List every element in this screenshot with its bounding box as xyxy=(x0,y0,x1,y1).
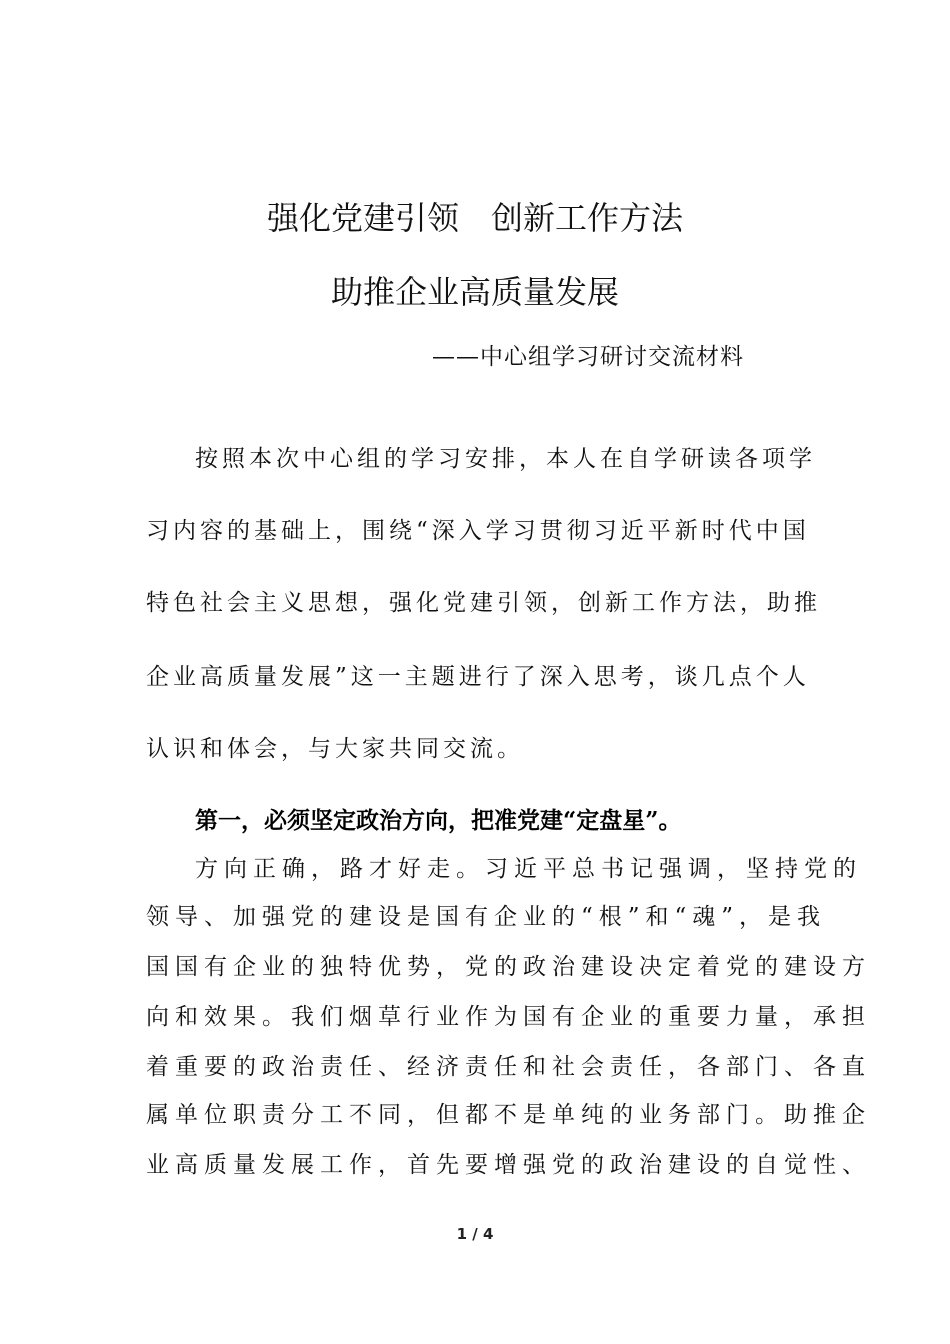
document-title-line-1: 强化党建引领 创新工作方法 xyxy=(266,199,683,237)
section-paragraph-line: 着重要的政治责任、经济责任和社会责任，各部门、各直 xyxy=(146,1054,871,1080)
section-paragraph-line: 业高质量发展工作，首先要增强党的政治建设的自觉性、 xyxy=(146,1152,871,1178)
section-heading: 第一，必须坚定政治方向，把准党建“定盘星”。 xyxy=(195,807,682,834)
page-number: 1 / 4 xyxy=(456,1225,494,1243)
intro-paragraph-line: 按照本次中心组的学习安排，本人在自学研读各项学 xyxy=(195,446,816,472)
section-paragraph-line: 国国有企业的独特优势，党的政治建设决定着党的建设方 xyxy=(146,954,871,980)
intro-paragraph-line: 认识和体会，与大家共同交流。 xyxy=(146,736,524,762)
document-subtitle: ——中心组学习研讨交流材料 xyxy=(432,344,744,370)
section-paragraph-line: 方向正确，路才好走。习近平总书记强调，坚持党的 xyxy=(195,856,862,882)
section-paragraph-line: 属单位职责分工不同，但都不是单纯的业务部门。助推企 xyxy=(146,1102,871,1128)
document-title-line-2: 助推企业高质量发展 xyxy=(330,273,619,311)
section-paragraph-line: 领导、加强党的建设是国有企业的“根”和“魂”，是我 xyxy=(146,904,827,930)
intro-paragraph-line: 特色社会主义思想，强化党建引领，创新工作方法，助推 xyxy=(146,590,821,616)
section-paragraph-line: 向和效果。我们烟草行业作为国有企业的重要力量，承担 xyxy=(146,1004,871,1030)
intro-paragraph-line: 企业高质量发展”这一主题进行了深入思考，谈几点个人 xyxy=(146,664,810,690)
intro-paragraph-line: 习内容的基础上，围绕“深入学习贯彻习近平新时代中国 xyxy=(146,518,810,544)
